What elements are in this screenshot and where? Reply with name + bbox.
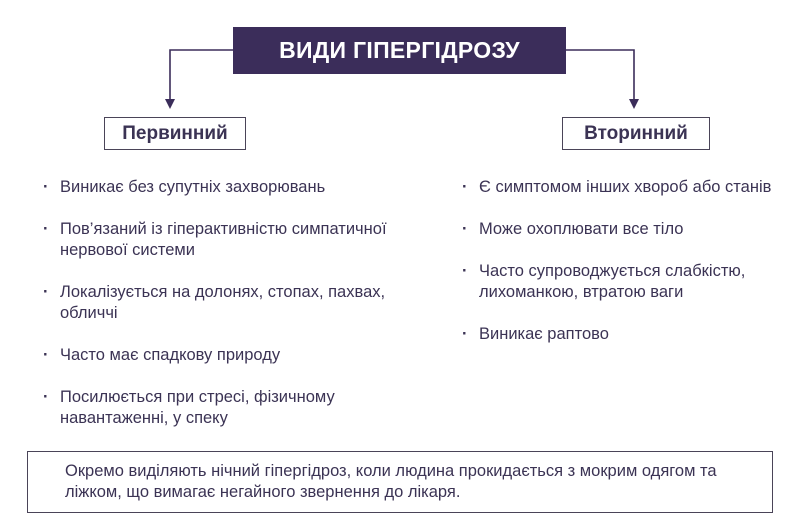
list-item: · Посилюється при стресі, фізичному навантаженні, у спеку [43,387,403,429]
list-item: · Часто супроводжується слабкістю, лихоманкою, втратою ваги [462,261,792,303]
list-item: · Є симптомом інших хвороб або станів [462,177,792,198]
list-item: · Виникає раптово [462,324,792,345]
list-item: · Пов’язаний із гіперактивністю симпатичної нервової системи [43,219,403,261]
diagram-title: ВИДИ ГІПЕРГІДРОЗУ [233,27,566,74]
list-item: · Виникає без супутніх захворювань [43,177,403,198]
list-item: · Може охоплювати все тіло [462,219,792,240]
category-secondary: Вторинний [562,117,710,150]
connector-right [566,50,634,104]
list-item: · Часто має спадкову природу [43,345,403,366]
primary-features-list [43,177,403,450]
list-item: · Локалізується на долонях, стопах, пахвах, обличчі [43,282,403,324]
note-box [27,451,773,513]
connector-left [170,50,233,104]
note-text: Окремо виділяють нічний гіпергідроз, коли людина прокидається з мокрим одягом та ліжком, що вимагає негайного звернення до лікаря. [65,462,717,501]
secondary-features-list [462,177,792,366]
category-primary: Первинний [104,117,246,150]
